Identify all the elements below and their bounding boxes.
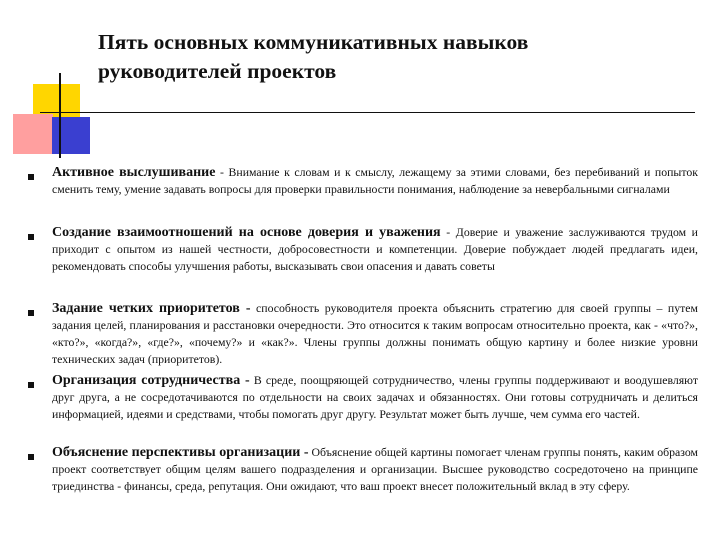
logo-pink-square (13, 114, 53, 154)
list-item-text: - Доверие и уважение заслуживаются трудом и приходит с опытом из нашей честности, добросовестности и компетенции. Доверие побуждает людей предлагать идеи, рекомендовать способы улучшения работы, высказывать свои опасения и давать советы (52, 225, 698, 273)
list-item-body (52, 372, 698, 423)
list-item-term: Создание взаимоотношений на основе доверия и уважения (52, 225, 441, 240)
bullet-square-icon (28, 174, 34, 180)
list-item-body (52, 444, 698, 495)
slide-title (98, 28, 658, 86)
list-item-text: - Внимание к словам и к смыслу, лежащему за этими словами, без перебиваний и попыток сменить тему, умение задавать вопросы для проверки правильности понимания, наблюдение за невербальными сигналами (52, 165, 698, 196)
list-item-term: Активное выслушивание (52, 165, 216, 180)
bullet-square-icon (28, 454, 34, 460)
bullet-square-icon (28, 310, 34, 316)
list-item-body (52, 164, 698, 198)
logo-vertical-line (59, 73, 61, 158)
list-item-term: Организация сотрудничества - (52, 373, 250, 388)
logo-blue-square (52, 117, 90, 154)
list-item-text: В среде, поощряющей сотрудничество, члены группы поддерживают и воодушевляют друг друга, а не сосредотачиваются по отдельности на своих задачах и обязанностях. Они готовы сотрудничать и делиться информацией, идеями и средствами, чтобы помогать друг другу. Результат может быть лучше, чем сумма его частей. (52, 373, 698, 421)
title-divider-line (40, 112, 695, 113)
title-line-1: Пять основных коммуникативных навыков (98, 30, 529, 54)
list-item-body (52, 300, 698, 368)
bullet-square-icon (28, 382, 34, 388)
bullet-square-icon (28, 234, 34, 240)
list-item-text: Объяснение общей картины помогает членам группы понять, каким образом проект соответствует общим целям вашего подразделения и организации. Высшее руководство сосредоточено на принципе триединства - финансы, среда, репутация. Они ожидают, что ваш проект внесет положительный вклад в эту сферу. (52, 445, 698, 493)
list-item-text: способность руководителя проекта объяснить стратегию для своей группы – путем задания целей, планирования и расстановки очередности. Это относится к таким вопросам относительно проекта, как - «что?», «кто?», «когда?», «где?», «почему?» и «как?». Члены группы должны понимать общую картину и более низкие уровни технических задач (приоритетов). (52, 301, 698, 366)
list-item-body (52, 224, 698, 275)
title-line-2: руководителей проектов (98, 59, 337, 83)
list-item-term: Объяснение перспективы организации - (52, 445, 309, 460)
list-item-term: Задание четких приоритетов - (52, 301, 251, 316)
